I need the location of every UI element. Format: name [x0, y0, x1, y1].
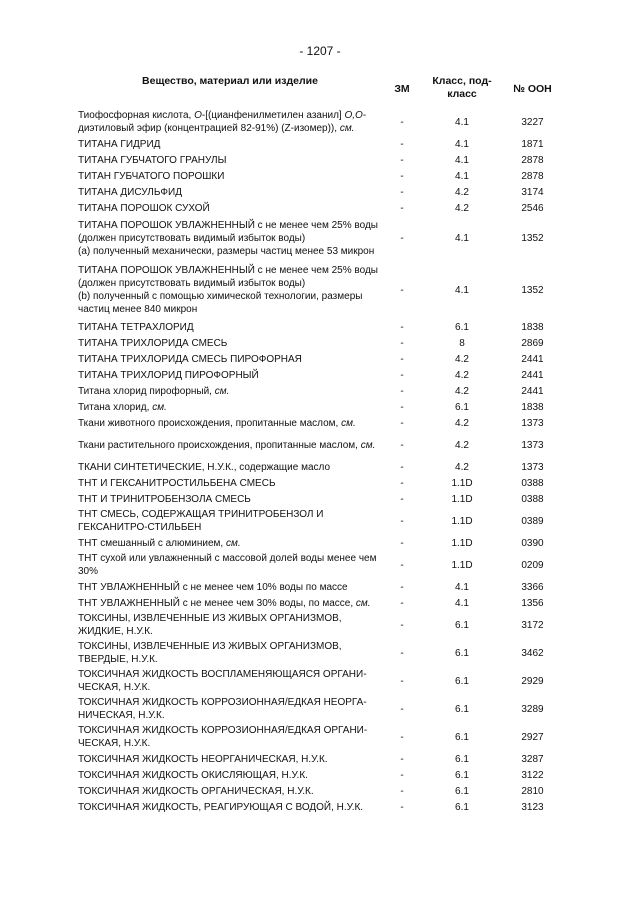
zm-value: -: [400, 785, 404, 797]
zm-value: -: [400, 769, 404, 781]
name-text: ТИТАНА ГИДРИД: [78, 138, 161, 150]
table-row: [78, 783, 563, 799]
zm-value: -: [400, 353, 404, 365]
table-row: [78, 723, 563, 751]
name-text: ТКАНИ СИНТЕТИЧЕСКИЕ, Н.У.К., содержащие масло: [78, 461, 331, 473]
substance-name: [78, 337, 382, 350]
substance-name: [78, 401, 382, 414]
italic-text: см.: [225, 537, 241, 549]
italic-text: см.: [339, 123, 355, 134]
zm-value: -: [400, 284, 404, 296]
substance-name: [78, 769, 382, 782]
zm-value: -: [400, 154, 404, 166]
name-text: ТНТ УВЛАЖНЕННЫЙ с не менее чем 10% воды по массе: [78, 581, 348, 593]
table-row: [78, 611, 563, 639]
substance-name: [78, 461, 382, 474]
name-text: ТИТАНА ТРИХЛОРИДА СМЕСЬ: [78, 337, 228, 349]
class-value: 4.2: [455, 186, 469, 198]
un-number: 3366: [521, 581, 544, 593]
zm-value: -: [400, 537, 404, 549]
zm-value: -: [400, 703, 404, 715]
class-value: 4.1: [455, 233, 469, 244]
substance-name: [78, 202, 382, 215]
un-number: 3172: [521, 619, 544, 631]
un-number: 0388: [521, 477, 544, 489]
class-value: 4.1: [455, 154, 469, 166]
table-row: [78, 535, 563, 551]
table-header: [78, 72, 563, 102]
substance-name: [78, 439, 382, 452]
name-text: Ткани растительного происхождения, пропитанные маслом,: [78, 439, 361, 451]
zm-value: -: [400, 369, 404, 381]
zm-value: -: [400, 186, 404, 198]
name-text: ТОКСИЧНАЯ ЖИДКОСТЬ НЕОРГАНИЧЕСКАЯ, Н.У.К.: [78, 753, 328, 765]
zm-value: -: [400, 731, 404, 743]
name-text: -[(цианфенилметилен азанил]: [201, 110, 345, 121]
name-text: Тиофосфорная кислота,: [78, 110, 195, 121]
un-number: 3122: [521, 769, 544, 781]
zm-value: -: [400, 321, 404, 333]
substance-name: [78, 138, 382, 151]
zm-value: -: [400, 385, 404, 397]
substance-name: [78, 581, 382, 594]
class-value: 4.1: [455, 581, 469, 593]
header-un-number: № ООН: [513, 83, 552, 95]
class-value: 6.1: [455, 769, 469, 781]
zm-value: -: [400, 597, 404, 609]
table-row: [78, 751, 563, 767]
substance-name: [78, 785, 382, 798]
zm-value: -: [400, 647, 404, 659]
zm-value: -: [400, 477, 404, 489]
substance-name: [78, 369, 382, 382]
un-number: 0388: [521, 493, 544, 505]
name-text: ТНТ И ТРИНИТРОБЕНЗОЛА СМЕСЬ: [78, 493, 251, 505]
table-row: [78, 335, 563, 351]
table-row: [78, 261, 563, 319]
un-number: 1373: [521, 461, 544, 473]
class-value: 6.1: [455, 675, 469, 687]
substance-name: [78, 612, 382, 638]
substance-name: [78, 109, 382, 135]
name-text: ТОКСИЧНАЯ ЖИДКОСТЬ ВОСПЛАМЕНЯЮЩАЯСЯ ОРГАНИ-ЧЕСКАЯ, Н.У.К.: [78, 669, 367, 693]
page-number: - 1207 -: [299, 44, 341, 58]
un-number: 3123: [521, 801, 544, 813]
header-zm: ЗМ: [394, 83, 410, 95]
class-value: 1.1D: [451, 493, 473, 505]
name-text: ТНТ УВЛАЖНЕННЫЙ с не менее чем 30% воды, по массе,: [78, 597, 356, 609]
header-class-line1: Класс, под-: [432, 75, 492, 87]
name-text: ТИТАНА ПОРОШОК УВЛАЖНЕННЫЙ с не менее чем 25% воды (должен присутствовать видимый избыток воды): [78, 220, 378, 244]
class-value: 4.1: [455, 597, 469, 609]
un-number: 2869: [521, 337, 544, 349]
table-row: [78, 667, 563, 695]
zm-value: -: [400, 170, 404, 182]
un-number: 2441: [521, 353, 544, 365]
class-value: 6.1: [455, 619, 469, 631]
un-number: 3462: [521, 647, 544, 659]
name-text: -диэтиловый эфир (концентрацией 82-91%) (Z-изомер)),: [78, 110, 367, 134]
un-number: 3287: [521, 753, 544, 765]
table-row: [78, 319, 563, 335]
name-text: Титана хлорид пирофорный,: [78, 385, 215, 397]
zm-value: -: [400, 401, 404, 413]
substance-name: [78, 417, 382, 430]
name-text: ТОКСИЧНАЯ ЖИДКОСТЬ ОРГАНИЧЕСКАЯ, Н.У.К.: [78, 785, 314, 797]
name-text: ТИТАНА ТРИХЛОРИД ПИРОФОРНЫЙ: [78, 369, 259, 381]
table-row: [78, 367, 563, 383]
class-value: 4.2: [455, 369, 469, 381]
name-text: ТИТАНА ТРИХЛОРИДА СМЕСЬ ПИРОФОРНАЯ: [78, 353, 302, 365]
substance-note: (а) полученный механически, размеры частиц менее 53 микрон: [78, 246, 375, 257]
class-value: 4.1: [455, 284, 469, 296]
substance-name: [78, 724, 382, 750]
substance-name: [78, 154, 382, 167]
substance-name: [78, 493, 382, 506]
un-number: 1352: [521, 284, 544, 296]
class-value: 6.1: [455, 801, 469, 813]
zm-value: -: [400, 233, 404, 244]
table-row: [78, 459, 563, 475]
zm-value: -: [400, 559, 404, 571]
substance-name: [78, 552, 382, 578]
substance-name: [78, 170, 382, 183]
zm-value: -: [400, 461, 404, 473]
name-text: ТНТ СМЕСЬ, СОДЕРЖАЩАЯ ТРИНИТРОБЕНЗОЛ И ГЕКСАНИТРО-СТИЛЬБЕН: [78, 509, 324, 533]
substance-name: [78, 597, 382, 610]
class-value: 6.1: [455, 321, 469, 333]
class-value: 1.1D: [451, 537, 473, 549]
table-row: [78, 200, 563, 216]
name-text: ТИТАНА ПОРОШОК УВЛАЖНЕННЫЙ с не менее чем 25% воды (должен присутствовать видимый избыток воды): [78, 265, 378, 289]
header-class-line2: класс: [447, 88, 477, 100]
un-number: 1838: [521, 401, 544, 413]
italic-text: см.: [152, 401, 167, 413]
italic-text: см.: [355, 597, 371, 609]
class-value: 4.2: [455, 202, 469, 214]
table-row: [78, 184, 563, 200]
substance-name: [78, 385, 382, 398]
un-number: 1356: [521, 597, 544, 609]
class-value: 6.1: [455, 703, 469, 715]
zm-value: -: [400, 801, 404, 813]
class-value: 6.1: [455, 731, 469, 743]
zm-value: -: [400, 675, 404, 687]
table-row: [78, 695, 563, 723]
substance-name: [78, 321, 382, 334]
class-value: 4.2: [455, 439, 469, 451]
zm-value: -: [400, 619, 404, 631]
class-value: 8: [459, 337, 465, 349]
zm-value: -: [400, 116, 404, 128]
italic-text: O,O: [344, 110, 363, 121]
name-text: ТНТ смешанный с алюминием,: [78, 537, 226, 549]
table-row: [78, 507, 563, 535]
un-number: 3174: [521, 186, 544, 198]
un-number: 3289: [521, 703, 544, 715]
un-number: 0390: [521, 537, 544, 549]
substance-name: [78, 801, 382, 814]
zm-value: -: [400, 417, 404, 429]
table-row: [78, 415, 563, 431]
name-text: ТНТ сухой или увлажненный с массовой долей воды менее чем 30%: [78, 553, 377, 577]
un-number: 2546: [521, 202, 544, 214]
table-row: [78, 168, 563, 184]
table-body: [78, 108, 563, 815]
table-row: [78, 399, 563, 415]
un-number: 2441: [521, 385, 544, 397]
table-row: [78, 767, 563, 783]
substance-name: [78, 668, 382, 694]
un-number: 1373: [521, 439, 544, 451]
substance-name: [78, 477, 382, 490]
table-row: [78, 595, 563, 611]
header-substance: Вещество, материал или изделие: [142, 75, 318, 87]
un-number: 0209: [521, 559, 544, 571]
class-value: 1.1D: [451, 477, 473, 489]
zm-value: -: [400, 439, 404, 451]
class-value: 4.1: [455, 170, 469, 182]
substance-name: [78, 696, 382, 722]
name-text: ТИТАНА ДИСУЛЬФИД: [78, 186, 182, 198]
un-number: 2927: [521, 731, 544, 743]
zm-value: -: [400, 581, 404, 593]
name-text: Титана хлорид,: [78, 401, 153, 413]
name-text: ТИТАНА ПОРОШОК СУХОЙ: [78, 202, 210, 214]
substance-name: [78, 537, 382, 550]
header-class: [422, 75, 502, 101]
name-text: ТИТАНА ГУБЧАТОГО ГРАНУЛЫ: [78, 154, 227, 166]
name-text: ТИТАНА ТЕТРАХЛОРИД: [78, 321, 194, 333]
zm-value: -: [400, 202, 404, 214]
table-row: [78, 551, 563, 579]
name-text: ТОКСИЧНАЯ ЖИДКОСТЬ КОРРОЗИОННАЯ/ЕДКАЯ ОРГАНИ-ЧЕСКАЯ, Н.У.К.: [78, 725, 368, 749]
class-value: 6.1: [455, 647, 469, 659]
un-number: 2929: [521, 675, 544, 687]
un-number: 3227: [521, 116, 544, 128]
class-value: 4.2: [455, 417, 469, 429]
un-number: 1352: [521, 233, 544, 244]
un-number: 1373: [521, 417, 544, 429]
table-row: [78, 639, 563, 667]
un-number: 2441: [521, 369, 544, 381]
class-value: 6.1: [455, 785, 469, 797]
substance-name: [78, 353, 382, 366]
un-number: 1838: [521, 321, 544, 333]
italic-text: O: [194, 110, 202, 121]
table-row: [78, 579, 563, 595]
italic-text: см.: [360, 439, 376, 451]
substance-name: [78, 264, 382, 316]
table-row: [78, 351, 563, 367]
zm-value: -: [400, 138, 404, 150]
zm-value: -: [400, 515, 404, 527]
name-text: ТНТ И ГЕКСАНИТРОСТИЛЬБЕНА СМЕСЬ: [78, 477, 276, 489]
italic-text: см.: [214, 385, 230, 397]
substance-name: [78, 186, 382, 199]
class-value: 6.1: [455, 753, 469, 765]
name-text: ТОКСИЧНАЯ ЖИДКОСТЬ, РЕАГИРУЮЩАЯ С ВОДОЙ, Н.У.К.: [78, 801, 364, 813]
table-row: [78, 136, 563, 152]
un-number: 2878: [521, 170, 544, 182]
name-text: Ткани животного происхождения, пропитанные маслом,: [78, 417, 342, 429]
name-text: ТОКСИНЫ, ИЗВЛЕЧЕННЫЕ ИЗ ЖИВЫХ ОРГАНИЗМОВ, ЖИДКИЕ, Н.У.К.: [78, 613, 342, 637]
substance-note: (b) полученный с помощью химической технологии, размеры частиц менее 840 микрон: [78, 291, 363, 315]
class-value: 1.1D: [451, 515, 473, 527]
class-value: 4.2: [455, 385, 469, 397]
class-value: 4.1: [455, 116, 469, 128]
substance-name: [78, 640, 382, 666]
class-value: 4.1: [455, 138, 469, 150]
class-value: 4.2: [455, 353, 469, 365]
table-row: [78, 108, 563, 136]
zm-value: -: [400, 753, 404, 765]
un-number: 2810: [521, 785, 544, 797]
table-row: [78, 152, 563, 168]
name-text: ТОКСИЧНАЯ ЖИДКОСТЬ КОРРОЗИОННАЯ/ЕДКАЯ НЕОРГА-НИЧЕСКАЯ, Н.У.К.: [78, 697, 367, 721]
table-row: [78, 491, 563, 507]
table-row: [78, 475, 563, 491]
name-text: ТИТАН ГУБЧАТОГО ПОРОШКИ: [78, 170, 225, 182]
name-text: ТОКСИЧНАЯ ЖИДКОСТЬ ОКИСЛЯЮЩАЯ, Н.У.К.: [78, 769, 308, 781]
class-value: 4.2: [455, 461, 469, 473]
table-row: [78, 383, 563, 399]
table-row: [78, 799, 563, 815]
substance-name: [78, 219, 382, 258]
name-text: ТОКСИНЫ, ИЗВЛЕЧЕННЫЕ ИЗ ЖИВЫХ ОРГАНИЗМОВ, ТВЕРДЫЕ, Н.У.К.: [78, 641, 342, 665]
substance-name: [78, 753, 382, 766]
table-row: [78, 216, 563, 261]
substance-name: [78, 508, 382, 534]
zm-value: -: [400, 337, 404, 349]
italic-text: см.: [341, 417, 356, 429]
class-value: 6.1: [455, 401, 469, 413]
un-number: 0389: [521, 515, 544, 527]
zm-value: -: [400, 493, 404, 505]
un-number: 1871: [521, 138, 544, 150]
un-number: 2878: [521, 154, 544, 166]
class-value: 1.1D: [451, 559, 473, 571]
table-row: [78, 431, 563, 459]
